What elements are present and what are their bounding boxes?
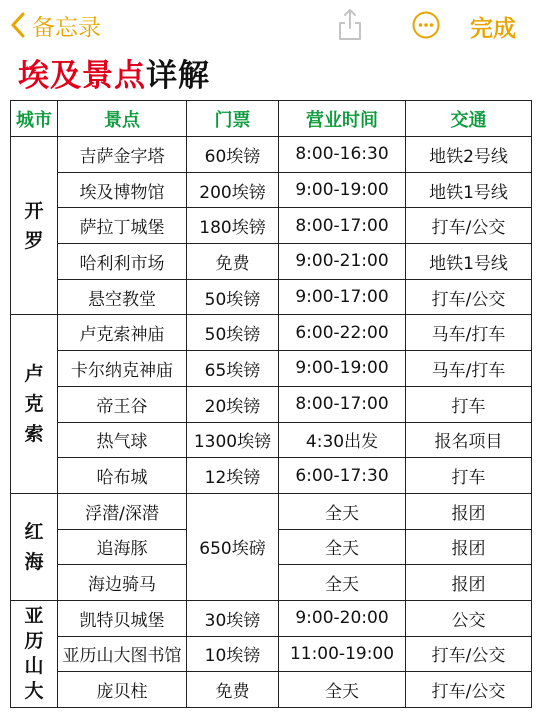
title-rest: 详解 xyxy=(146,58,210,94)
ticket-cell: 12埃镑 xyxy=(187,458,279,494)
hours-cell: 全天 xyxy=(279,493,406,529)
back-button[interactable] xyxy=(10,8,101,42)
ticket-cell: 60埃镑 xyxy=(187,137,279,173)
back-label: 备忘录 xyxy=(32,14,101,41)
city-char: 山 xyxy=(24,654,44,677)
hours-cell: 9:00-20:00 xyxy=(279,600,406,636)
transport-cell: 地铁2号线 xyxy=(406,137,532,173)
hours-cell: 4:30出发 xyxy=(279,422,406,458)
note-title[interactable] xyxy=(18,50,210,95)
done-button[interactable]: 完成 xyxy=(470,16,516,42)
header-attraction: 景点 xyxy=(58,101,187,137)
attraction-cell: 庞贝柱 xyxy=(58,672,187,708)
header-transport: 交通 xyxy=(406,101,532,137)
table-row xyxy=(11,351,532,387)
hours-cell: 全天 xyxy=(279,529,406,565)
hours-cell: 9:00-19:00 xyxy=(279,172,406,208)
transport-cell: 报团 xyxy=(406,493,532,529)
hours-cell: 全天 xyxy=(279,672,406,708)
share-button[interactable] xyxy=(336,7,364,41)
city-cell-cairo xyxy=(11,137,58,315)
ticket-cell: 30埃镑 xyxy=(187,600,279,636)
transport-cell: 马车/打车 xyxy=(406,315,532,351)
hours-cell: 8:00-17:00 xyxy=(279,208,406,244)
transport-cell: 打车/公交 xyxy=(406,208,532,244)
attraction-cell: 哈利利市场 xyxy=(58,244,187,280)
transport-cell: 报名项目 xyxy=(406,422,532,458)
ticket-cell: 免费 xyxy=(187,244,279,280)
attraction-cell: 哈布城 xyxy=(58,458,187,494)
hours-cell: 11:00-19:00 xyxy=(279,636,406,672)
city-char: 大 xyxy=(24,679,44,702)
more-button[interactable] xyxy=(412,11,440,39)
table-row xyxy=(11,244,532,280)
hours-cell: 8:00-17:00 xyxy=(279,386,406,422)
city-cell-alexandria xyxy=(11,600,58,707)
ticket-cell: 180埃镑 xyxy=(187,208,279,244)
city-char: 亚 xyxy=(24,604,44,627)
table-header-row xyxy=(11,101,532,137)
city-char: 红 xyxy=(24,520,44,543)
hours-cell: 9:00-17:00 xyxy=(279,279,406,315)
ticket-cell: 50埃镑 xyxy=(187,315,279,351)
table-row xyxy=(11,137,532,173)
ticket-cell: 免费 xyxy=(187,672,279,708)
attraction-cell: 亚历山大图书馆 xyxy=(58,636,187,672)
transport-cell: 地铁1号线 xyxy=(406,244,532,280)
table-row xyxy=(11,208,532,244)
shared-ticket-cell: 650埃磅 xyxy=(187,493,279,600)
table-row xyxy=(11,279,532,315)
city-char: 索 xyxy=(24,423,44,446)
transport-cell: 打车/公交 xyxy=(406,672,532,708)
ticket-cell: 10埃镑 xyxy=(187,636,279,672)
attraction-cell: 卡尔纳克神庙 xyxy=(58,351,187,387)
ticket-cell: 50埃镑 xyxy=(187,279,279,315)
city-char: 开 xyxy=(24,199,44,222)
attraction-cell: 帝王谷 xyxy=(58,386,187,422)
city-cell-red-sea xyxy=(11,493,58,600)
attraction-cell: 浮潜/深潜 xyxy=(58,493,187,529)
transport-cell: 打车 xyxy=(406,458,532,494)
attraction-cell: 悬空教堂 xyxy=(58,279,187,315)
transport-cell: 打车/公交 xyxy=(406,636,532,672)
hours-cell: 8:00-16:30 xyxy=(279,137,406,173)
attractions-table[interactable] xyxy=(10,100,532,708)
table-row xyxy=(11,458,532,494)
table-row xyxy=(11,386,532,422)
transport-cell: 打车/公交 xyxy=(406,279,532,315)
hours-cell: 全天 xyxy=(279,565,406,601)
transport-cell: 报团 xyxy=(406,565,532,601)
city-cell-luxor xyxy=(11,315,58,493)
table-row xyxy=(11,315,532,351)
table-row xyxy=(11,672,532,708)
attraction-cell: 吉萨金字塔 xyxy=(58,137,187,173)
attraction-cell: 凯特贝城堡 xyxy=(58,600,187,636)
table-row xyxy=(11,422,532,458)
table-row xyxy=(11,172,532,208)
chevron-left-icon xyxy=(10,12,26,38)
hours-cell: 6:00-22:00 xyxy=(279,315,406,351)
hours-cell: 9:00-21:00 xyxy=(279,244,406,280)
city-char: 罗 xyxy=(24,229,44,252)
ticket-cell: 1300埃镑 xyxy=(187,422,279,458)
ticket-cell: 65埃镑 xyxy=(187,351,279,387)
attraction-cell: 热气球 xyxy=(58,422,187,458)
header-hours: 营业时间 xyxy=(279,101,406,137)
table-row xyxy=(11,636,532,672)
transport-cell: 报团 xyxy=(406,529,532,565)
attraction-cell: 追海豚 xyxy=(58,529,187,565)
header-ticket: 门票 xyxy=(187,101,279,137)
transport-cell: 打车 xyxy=(406,386,532,422)
city-char: 卢 xyxy=(24,363,44,386)
transport-cell: 公交 xyxy=(406,600,532,636)
city-char: 海 xyxy=(24,550,44,573)
more-icon xyxy=(412,11,440,39)
nav-bar xyxy=(0,0,540,50)
attraction-cell: 埃及博物馆 xyxy=(58,172,187,208)
table-row xyxy=(11,493,532,529)
attraction-cell: 卢克索神庙 xyxy=(58,315,187,351)
hours-cell: 6:00-17:30 xyxy=(279,458,406,494)
attraction-cell: 海边骑马 xyxy=(58,565,187,601)
transport-cell: 马车/打车 xyxy=(406,351,532,387)
share-icon xyxy=(336,7,364,41)
ticket-cell: 200埃镑 xyxy=(187,172,279,208)
city-char: 历 xyxy=(24,629,44,652)
table-row xyxy=(11,600,532,636)
transport-cell: 地铁1号线 xyxy=(406,172,532,208)
attraction-cell: 萨拉丁城堡 xyxy=(58,208,187,244)
city-char: 克 xyxy=(24,393,44,416)
title-highlight: 埃及景点 xyxy=(18,58,146,94)
ticket-cell: 20埃镑 xyxy=(187,386,279,422)
hours-cell: 9:00-19:00 xyxy=(279,351,406,387)
header-city: 城市 xyxy=(11,101,58,137)
